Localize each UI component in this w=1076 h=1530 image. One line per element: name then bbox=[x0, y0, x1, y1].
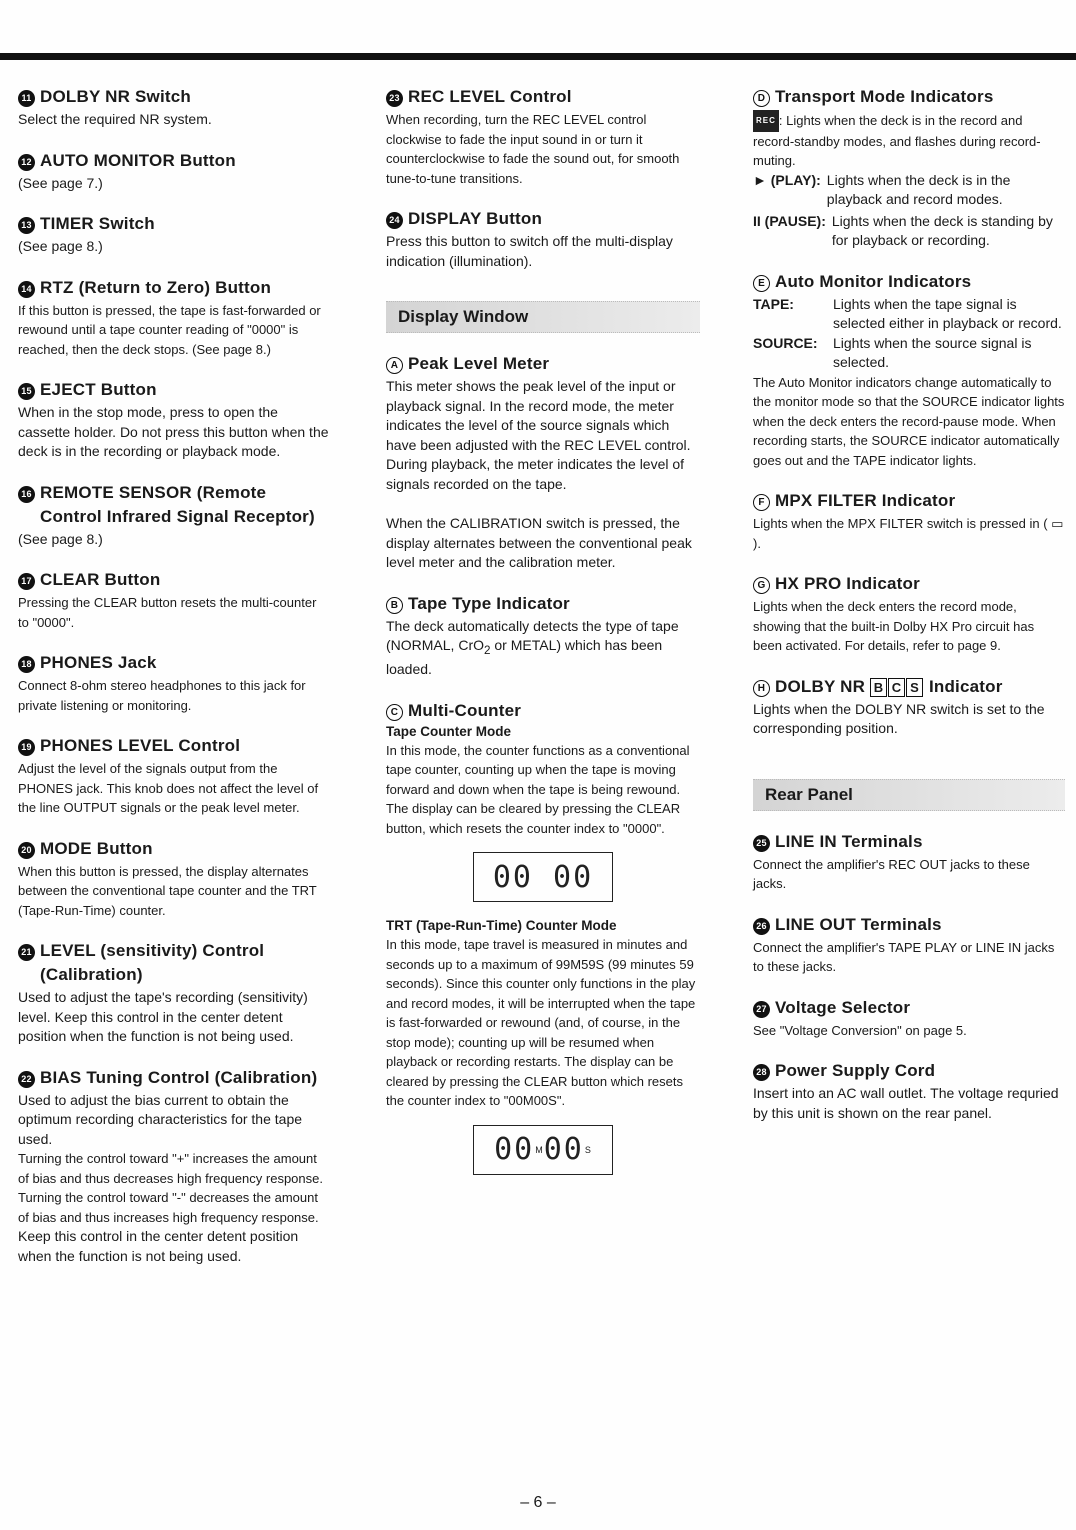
heading-text: Voltage Selector bbox=[775, 997, 911, 1017]
section-16 bbox=[18, 482, 330, 550]
section-heading bbox=[753, 997, 1065, 1018]
section-heading bbox=[18, 277, 330, 298]
section-14 bbox=[18, 277, 330, 360]
section-body: Select the required NR system. bbox=[18, 111, 212, 127]
section-heading bbox=[753, 1060, 1065, 1081]
heading-text: Power Supply Cord bbox=[775, 1061, 936, 1080]
item-number-badge: 23 bbox=[386, 90, 403, 107]
item-letter-badge: A bbox=[386, 357, 403, 374]
section-heading bbox=[753, 831, 1065, 852]
section-24 bbox=[386, 208, 700, 271]
section-body: Connect 8-ohm stereo headphones to this jack for private listening or monitoring. bbox=[18, 678, 306, 713]
section-C bbox=[386, 700, 700, 1175]
section-25 bbox=[753, 831, 1065, 894]
counter-unit: M bbox=[535, 1144, 543, 1155]
heading-text: EJECT Button bbox=[40, 380, 157, 399]
heading-text: Auto Monitor Indicators bbox=[775, 271, 972, 291]
section-heading bbox=[753, 914, 1065, 935]
heading-text: MPX FILTER Indicator bbox=[775, 491, 956, 510]
body-text: Lights when the deck is in the playback and record modes. bbox=[826, 171, 1011, 207]
section-heading bbox=[753, 490, 1065, 511]
section-heading bbox=[386, 700, 700, 721]
section-G bbox=[753, 573, 1065, 656]
indicator-key: TAPE: bbox=[753, 295, 794, 312]
item-number-badge: 17 bbox=[18, 573, 35, 590]
item-number-badge: 19 bbox=[18, 739, 35, 756]
heading-text: BIAS Tuning Control (Calibration) bbox=[40, 1067, 318, 1087]
item-number-badge: 27 bbox=[753, 1001, 770, 1018]
heading-text: LINE OUT Terminals bbox=[775, 914, 942, 934]
subheading: TRT (Tape-Run-Time) Counter Mode bbox=[386, 918, 617, 934]
section-body: Turning the control toward "-" decreases the amount of bias and thus increases high frequency response. bbox=[18, 1190, 319, 1225]
counter-display bbox=[473, 852, 613, 902]
column-2 bbox=[386, 86, 700, 1195]
item-letter-badge: F bbox=[753, 494, 770, 511]
heading-text: DOLBY NR Switch bbox=[40, 87, 191, 106]
item-number-badge: 15 bbox=[18, 383, 35, 400]
section-heading bbox=[18, 213, 330, 234]
heading-text: CLEAR Button bbox=[40, 570, 161, 589]
section-heading bbox=[386, 86, 700, 107]
column-1 bbox=[18, 86, 330, 1286]
section-heading bbox=[18, 735, 330, 756]
section-20 bbox=[18, 838, 330, 921]
section-18 bbox=[18, 652, 330, 715]
heading-text: DOLBY NR bbox=[775, 676, 866, 696]
heading-text: MODE Button bbox=[40, 838, 153, 858]
section-22 bbox=[18, 1067, 330, 1267]
section-21 bbox=[18, 940, 330, 1047]
section-13 bbox=[18, 213, 330, 257]
play-indicator-desc bbox=[753, 171, 1065, 210]
item-number-badge: 24 bbox=[386, 212, 403, 229]
counter-digits: 00 00 bbox=[492, 859, 594, 895]
heading-text: Tape Type Indicator bbox=[408, 593, 570, 613]
section-body: Used to adjust the tape's recording (sensitivity) level. Keep this control in the center detent position when the function is not being used. bbox=[18, 989, 308, 1044]
section-body: Pressing the CLEAR button resets the multi-counter to "0000". bbox=[18, 595, 317, 630]
section-body: Adjust the level of the signals output from the PHONES jack. This knob does not affect the level of the line OUTPUT signals or the peak level meter. bbox=[18, 761, 319, 815]
counter-digits: 00 bbox=[494, 1132, 535, 1168]
section-heading bbox=[753, 86, 1065, 107]
heading-text: TIMER Switch bbox=[40, 214, 155, 233]
section-heading bbox=[753, 573, 1065, 594]
rec-indicator-desc bbox=[753, 110, 1065, 171]
section-body: In this mode, the counter functions as a conventional tape counter, counting up when the tape is moving forward and down when the tape is being rewound. The display can be cleared by pressing the CLEAR button, which resets the counter index to "0000". bbox=[386, 742, 690, 836]
section-15 bbox=[18, 379, 330, 462]
nr-c-box: C bbox=[888, 678, 905, 697]
column-3 bbox=[753, 86, 1065, 1143]
heading-text: Peak Level Meter bbox=[408, 354, 550, 373]
body-text: : Lights when the deck is in the record and record-standby modes, and flashes during record-muting. bbox=[753, 113, 1041, 168]
item-number-badge: 12 bbox=[18, 154, 35, 171]
item-number-badge: 14 bbox=[18, 281, 35, 298]
section-heading bbox=[386, 208, 700, 229]
section-body: Used to adjust the bias current to obtain the optimum recording characteristics for the tape used. bbox=[18, 1091, 303, 1147]
section-body: Keep this control in the center detent position when the function is not being used. bbox=[18, 1228, 299, 1264]
trt-counter-display bbox=[473, 1125, 613, 1175]
section-body: During playback, the meter indicates the level of signals recorded on the tape. bbox=[386, 456, 685, 492]
section-heading bbox=[18, 482, 330, 503]
heading-text: DISPLAY Button bbox=[408, 209, 543, 228]
heading-text: PHONES LEVEL Control bbox=[40, 736, 241, 755]
section-body: (See page 7.) bbox=[18, 174, 103, 191]
section-body: Turning the control toward "+" increases the amount of bias and thus decreases high frequency response. bbox=[18, 1151, 323, 1186]
section-heading bbox=[18, 838, 330, 859]
item-number-badge: 22 bbox=[18, 1071, 35, 1088]
item-number-badge: 18 bbox=[18, 656, 35, 673]
item-number-badge: 28 bbox=[753, 1064, 770, 1081]
section-heading bbox=[753, 271, 1065, 292]
item-number-badge: 13 bbox=[18, 217, 35, 234]
section-body: Connect the amplifier's REC OUT jacks to these jacks. bbox=[753, 856, 1030, 891]
section-26 bbox=[753, 914, 1065, 977]
section-F bbox=[753, 490, 1065, 553]
item-letter-badge: G bbox=[753, 577, 770, 594]
section-body: When recording, turn the REC LEVEL control clockwise to fade the input sound in or turn it counterclockwise to fade the sound out, for smooth tune-to-tune transitions. bbox=[386, 112, 680, 186]
heading-text: PHONES Jack bbox=[40, 653, 157, 672]
item-letter-badge: D bbox=[753, 90, 770, 107]
section-body: In this mode, tape travel is measured in minutes and seconds up to a maximum of 99M59S (99 minutes 59 seconds). Since this counter only functions in the play and record modes, it will be interrupted when the tape is fast-forwarded or rewound (and, of course, in the stop mode); counting up will be resumed when playback or recording restarts. The display can be cleared by pressing the CLEAR button which resets the counter index to "00M00S". bbox=[386, 937, 696, 1109]
nr-b-box: B bbox=[870, 678, 887, 697]
counter-digits: 00 bbox=[543, 1132, 584, 1168]
section-body: (See page 8.) bbox=[18, 530, 103, 547]
section-body bbox=[386, 617, 700, 680]
section-D bbox=[753, 86, 1065, 251]
heading-text: HX PRO Indicator bbox=[775, 574, 920, 593]
body-text: The deck automatically detects the type of tape (NORMAL, CrO bbox=[386, 617, 679, 653]
subheading: Tape Counter Mode bbox=[386, 723, 512, 739]
section-heading bbox=[18, 940, 330, 961]
section-B bbox=[386, 593, 700, 680]
body-text: Lights when the source signal is selected. bbox=[833, 334, 1032, 370]
section-heading bbox=[18, 652, 330, 673]
subscript: 2 bbox=[484, 643, 491, 657]
heading-text: LEVEL (sensitivity) Control bbox=[40, 941, 265, 960]
section-body: If this button is pressed, the tape is fast-forwarded or rewound until a tape counter reading of "0000" is reached, then the deck stops. (See page 8.) bbox=[18, 302, 321, 357]
item-number-badge: 11 bbox=[18, 90, 35, 107]
section-heading bbox=[753, 676, 1065, 697]
section-H bbox=[753, 676, 1065, 739]
pause-icon: II (PAUSE): bbox=[753, 212, 826, 229]
tape-indicator-desc bbox=[753, 295, 1065, 334]
section-heading bbox=[18, 86, 330, 107]
item-number-badge: 20 bbox=[18, 842, 35, 859]
item-number-badge: 26 bbox=[753, 918, 770, 935]
heading-text: REMOTE SENSOR (Remote bbox=[40, 482, 267, 502]
body-text: Lights when the tape signal is selected either in playback or record. bbox=[833, 295, 1062, 331]
section-heading bbox=[18, 1067, 330, 1088]
rear-panel-band: Rear Panel bbox=[753, 779, 1065, 811]
top-rule bbox=[0, 53, 1076, 60]
section-heading-line2: Control Infrared Signal Receptor) bbox=[40, 506, 315, 526]
section-A bbox=[386, 353, 700, 573]
counter-unit: S bbox=[584, 1144, 591, 1155]
heading-text: RTZ (Return to Zero) Button bbox=[40, 277, 272, 297]
section-body: This meter shows the peak level of the input or playback signal. In the record mode, the meter indicates the level of the source signals which have been adjusted with the REC LEVEL control. bbox=[386, 378, 691, 453]
heading-text: Multi-Counter bbox=[408, 700, 522, 720]
section-12 bbox=[18, 150, 330, 194]
section-11 bbox=[18, 86, 330, 130]
display-window-band: Display Window bbox=[386, 301, 700, 333]
item-letter-badge: C bbox=[386, 704, 403, 721]
section-heading bbox=[18, 379, 330, 400]
section-body: When this button is pressed, the display alternates between the conventional tape counter and the TRT (Tape-Run-Time) counter. bbox=[18, 863, 317, 918]
section-body: The Auto Monitor indicators change automatically to the monitor mode so that the SOURCE indicator lights when the deck enters the record-pause mode. When recording starts, the SOURCE indicator automatically goes out and the TAPE indicator lights. bbox=[753, 374, 1065, 468]
body-text: Lights when the deck is standing by for playback or recording. bbox=[831, 212, 1053, 248]
source-indicator-desc bbox=[753, 334, 1065, 373]
section-23 bbox=[386, 86, 700, 188]
section-body: Lights when the MPX FILTER switch is pressed in ( ▭ ). bbox=[753, 516, 1064, 551]
section-body: Insert into an AC wall outlet. The voltage requried by this unit is shown on the rear panel. bbox=[753, 1085, 1059, 1121]
section-body: When in the stop mode, press to open the cassette holder. Do not press this button when the deck is in the recording or playback mode. bbox=[18, 404, 329, 459]
section-heading-line2: (Calibration) bbox=[40, 965, 143, 984]
section-heading bbox=[386, 353, 700, 374]
item-letter-badge: H bbox=[753, 680, 770, 697]
section-body: Lights when the DOLBY NR switch is set to the corresponding position. bbox=[753, 700, 1045, 736]
body-text: or METAL) which has been loaded. bbox=[386, 637, 663, 678]
heading-text: LINE IN Terminals bbox=[775, 831, 923, 851]
heading-text: REC LEVEL Control bbox=[408, 87, 572, 106]
section-body: (See page 8.) bbox=[18, 238, 103, 254]
section-heading bbox=[18, 150, 330, 171]
section-heading bbox=[18, 569, 330, 590]
item-number-badge: 21 bbox=[18, 944, 35, 961]
heading-text: AUTO MONITOR Button bbox=[40, 150, 236, 170]
item-number-badge: 25 bbox=[753, 835, 770, 852]
section-19 bbox=[18, 735, 330, 818]
section-body: Press this button to switch off the multi-display indication (illumination). bbox=[386, 233, 673, 269]
item-letter-badge: B bbox=[386, 597, 403, 614]
item-letter-badge: E bbox=[753, 275, 770, 292]
section-body: When the CALIBRATION switch is pressed, the display alternates between the conventional peak level meter and the calibration meter. bbox=[386, 515, 692, 570]
heading-text: Transport Mode Indicators bbox=[775, 87, 994, 106]
section-body: Connect the amplifier's TAPE PLAY or LINE IN jacks to these jacks. bbox=[753, 939, 1055, 974]
rec-icon: REC bbox=[753, 110, 779, 132]
section-body: See "Voltage Conversion" on page 5. bbox=[753, 1022, 967, 1038]
pause-indicator-desc bbox=[753, 212, 1065, 251]
section-17 bbox=[18, 569, 330, 632]
section-E bbox=[753, 271, 1065, 471]
nr-s-box: S bbox=[906, 678, 923, 697]
section-28 bbox=[753, 1060, 1065, 1123]
section-body: Lights when the deck enters the record mode, showing that the built-in Dolby HX Pro circuit has been activated. For details, refer to page 9. bbox=[753, 599, 1035, 653]
section-heading bbox=[386, 593, 700, 614]
play-icon: ► (PLAY): bbox=[753, 171, 821, 188]
item-number-badge: 16 bbox=[18, 486, 35, 503]
page-number: – 6 – bbox=[520, 1494, 556, 1511]
indicator-key: SOURCE: bbox=[753, 334, 818, 351]
section-27 bbox=[753, 997, 1065, 1041]
heading-text: Indicator bbox=[928, 676, 1003, 696]
